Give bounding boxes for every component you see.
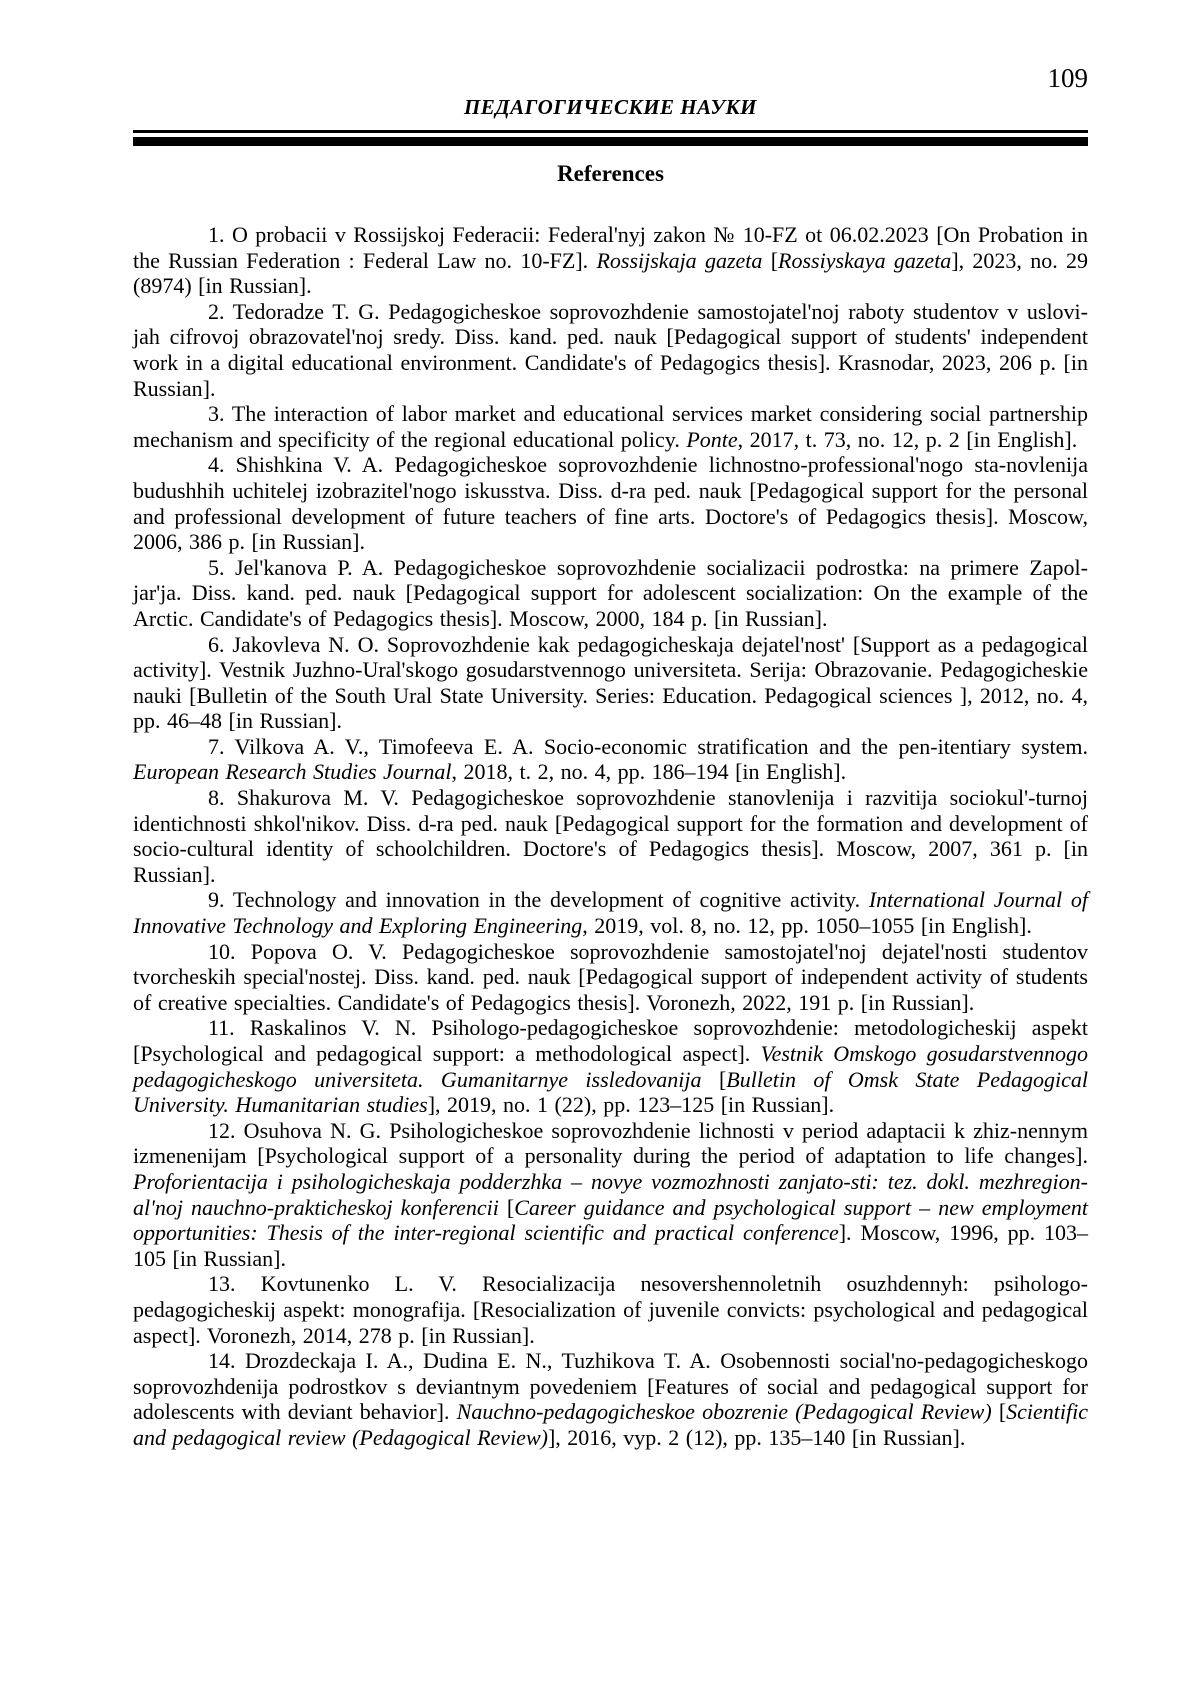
reference-text: 6. Jakovleva N. O. Soprovozhdenie kak pedagogicheskaja dejatel'nost' [Support as a pedagogical activity]. Vestnik Juzhno-Ural'skogo gosudarstvennogo universiteta. Serija: Obrazovanie. Pedagogicheskie nauki [Bulletin of the South Ural State University. Series: Education. Pedagogical sciences ], 2012, no. 4, pp. 46–48 [in Russian]. xyxy=(133,631,1088,734)
reference-title-italic: Scientific and pedagogical review (Pedagogical Review) xyxy=(133,1399,1089,1450)
reference-text: [ xyxy=(498,1194,515,1220)
reference-text: 8. Shakurova M. V. Pedagogicheskoe soprovozhdenie stanovlenija i razvitija sociokul'-turnoj identichnosti shkol'nikov. Diss. d-ra ped. nauk [Pedagogical support for the formation and development of socio-cultural identity of schoolchildren. Doctore's of Pedagogics thesis]. Moscow, 2007, 361 p. [in Russian]. xyxy=(133,785,1088,887)
reference-item xyxy=(133,939,1088,1016)
section-header: ПЕДАГОГИЧЕСКИЕ НАУКИ xyxy=(463,95,758,119)
reference-item xyxy=(133,452,1088,554)
reference-text: [ xyxy=(762,247,779,273)
reference-title-italic: International Journal of Innovative Technology and Exploring Engineering xyxy=(133,887,1089,939)
reference-text: 12. Osuhova N. G. Psihologicheskoe soprovozhdenie lichnosti v period adaptacii k zhiz-nennym izmenenijam [Psychological support of a personality during the period of adaptation to life changes]. xyxy=(133,1117,1088,1169)
reference-item xyxy=(133,401,1088,452)
reference-item xyxy=(133,734,1088,785)
reference-title-italic: Rossiyskaya gazeta xyxy=(778,247,952,273)
reference-text: [ xyxy=(701,1066,727,1092)
reference-text: ], 2016, vyp. 2 (12), pp. 135–140 [in Russian]. xyxy=(547,1424,966,1450)
reference-item xyxy=(133,555,1088,632)
double-rule-divider xyxy=(133,130,1088,146)
reference-title-italic: European Research Studies Journal xyxy=(133,759,452,785)
reference-text: , 2019, vol. 8, no. 12, pp. 1050–1055 [in English]. xyxy=(582,913,1032,939)
references-heading: References xyxy=(557,161,664,186)
reference-title-italic: Rossijskaja gazeta xyxy=(596,247,763,273)
reference-text: 14. Drozdeckaja I. A., Dudina E. N., Tuzhikova T. A. Osobennosti social'no-pedagogicheskogo soprovozhdenija podrostkov s deviantnym povedeniem [Features of social and pedagogical support for adolescents with deviant behavior]. xyxy=(133,1348,1088,1425)
page-number: 109 xyxy=(1047,63,1088,93)
reference-item xyxy=(133,222,1088,299)
reference-title-italic: Bulletin of Omsk State Pedagogical University. Humanitarian studies xyxy=(133,1066,1089,1118)
reference-item xyxy=(133,1118,1088,1272)
reference-title-italic: Proforientacija i psihologicheskaja podderzhka – novye vozmozhnosti zanjato-sti: tez. dokl. mezhregion-al'noj nauchno-prakticheskoj konferencii xyxy=(133,1168,1088,1220)
reference-text: 9. Technology and innovation in the development of cognitive activity. xyxy=(208,887,869,913)
reference-title-italic: Ponte xyxy=(686,426,738,452)
reference-title-italic: Career guidance and psychological support – new employment opportunities: Thesis of the inter-regional scientific and practical conference xyxy=(133,1194,1089,1246)
reference-item xyxy=(133,632,1088,734)
reference-text: 10. Popova O. V. Pedagogicheskoe soprovozhdenie samostojatel'noj dejatel'nosti studentov tvorcheskih special'nostej. Diss. kand. ped. nauk [Pedagogical support of independent activity of students of creative specialties. Candidate's of Pedagogics thesis]. Voronezh, 2022, 191 p. [in Russian]. xyxy=(133,938,1088,1015)
reference-text: 4. Shishkina V. A. Pedagogicheskoe soprovozhdenie lichnostno-professional'nogo sta-novlenija budushhih uchitelej izobrazitel'nogo iskusstva. Diss. d-ra ped. nauk [Pedagogical support for the personal and professional development of future teachers of fine arts. Doctore's of Pedagogics thesis]. Moscow, 2006, 386 p. [in Russian]. xyxy=(133,452,1088,555)
reference-text: 3. The interaction of labor market and educational services market considering social partnership mechanism and specificity of the regional educational policy. xyxy=(133,401,1088,452)
reference-item xyxy=(133,1015,1088,1117)
reference-text: [ xyxy=(991,1399,1007,1425)
reference-text: ], 2019, no. 1 (22), pp. 123–125 [in Russian]. xyxy=(427,1092,835,1118)
reference-item xyxy=(133,887,1088,938)
reference-text: , 2018, t. 2, no. 4, pp. 186–194 [in English]. xyxy=(451,759,847,785)
reference-text: 13. Kovtunenko L. V. Resocializacija nesovershennoletnih osuzhdennyh: psihologo-pedagogicheskij aspekt: monografija. [Resocialization of juvenile convicts: psychological and pedagogical aspect]. Voronezh, 2014, 278 p. [in Russian]. xyxy=(133,1271,1088,1348)
reference-text: 5. Jel'kanova P. A. Pedagogicheskoe soprovozhdenie socializacii podrostka: na primere Zapol-jar'ja. Diss. kand. ped. nauk [Pedagogical support for adolescent socialization: On the example of the Arctic. Candidate's of Pedagogics thesis]. Moscow, 2000, 184 p. [in Russian]. xyxy=(133,554,1088,631)
reference-item xyxy=(133,785,1088,887)
reference-item xyxy=(133,299,1088,401)
reference-text: 1. O probacii v Rossijskoj Federacii: Federal'nyj zakon № 10-FZ ot 06.02.2023 [On Probation in the Russian Federation : Federal Law no. 10-FZ]. xyxy=(133,222,1088,273)
reference-text: , 2017, t. 73, no. 12, p. 2 [in English]. xyxy=(737,426,1078,452)
reference-text: 7. Vilkova A. V., Timofeeva E. A. Socio-economic stratification and the pen-itentiary system. xyxy=(208,733,1088,759)
reference-item xyxy=(133,1348,1088,1450)
reference-text: ]. Moscow, 1996, pp. 103–105 [in Russian]. xyxy=(133,1220,1088,1271)
reference-title-italic: Vestnik Omskogo gosudarstvennogo pedagogicheskogo universiteta. Gumanitarnye issledovanija xyxy=(133,1041,1089,1092)
references-list xyxy=(133,222,1088,1451)
reference-text: 2. Tedoradze T. G. Pedagogicheskoe soprovozhdenie samostojatel'noj raboty studentov v uslovi-jah cifrovoj obrazovatel'noj sredy. Diss. kand. ped. nauk [Pedagogical support of students' independent work in a digital educational environment. Candidate's of Pedagogics thesis]. Krasnodar, 2023, 206 p. [in Russian]. xyxy=(133,298,1088,401)
reference-item xyxy=(133,1271,1088,1348)
reference-text: ], 2023, no. 29 (8974) [in Russian]. xyxy=(133,247,1089,299)
reference-text: 11. Raskalinos V. N. Psihologo-pedagogicheskoe soprovozhdenie: metodologicheskij aspekt [Psychological and pedagogical support: a methodological aspect]. xyxy=(133,1015,1088,1066)
reference-title-italic: Nauchno-pedagogicheskoe obozrenie (Pedagogical Review) xyxy=(456,1399,992,1425)
